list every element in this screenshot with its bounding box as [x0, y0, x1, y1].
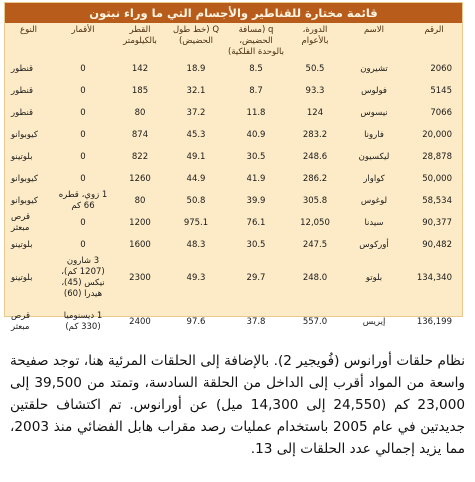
table-body	[3, 58, 462, 344]
header-perihelion-distance: q (مسافة الحضيض، بالوحدة الفلكية)	[227, 25, 284, 57]
cell-diameter: 185	[131, 85, 149, 96]
cell-perihelion-longitude: 45.3	[186, 129, 206, 140]
cell-type: قنطور	[11, 63, 34, 74]
cell-perihelion-longitude: 37.2	[186, 107, 206, 118]
table-header-row	[3, 23, 462, 58]
cell-period: 305.8	[302, 195, 328, 206]
cell-moons: 1 زوي، قطره 66 كم	[58, 190, 108, 211]
cell-number: 58,534	[422, 195, 452, 206]
table-row	[3, 234, 462, 256]
cell-perihelion-distance: 41.9	[246, 173, 266, 184]
table-row	[3, 146, 462, 168]
cell-diameter: 874	[131, 129, 149, 140]
cell-type: بلوتينو	[11, 272, 33, 283]
cell-perihelion-distance: 37.8	[246, 316, 266, 327]
cell-number: 7066	[430, 107, 452, 118]
cell-name: ليكسيون	[358, 151, 390, 162]
cell-moons: 3 شارون (1207 كم)، نيكس (45)، هيدرا (60)	[61, 256, 105, 299]
cell-number: 2060	[430, 63, 452, 74]
table-row	[3, 190, 462, 212]
cell-perihelion-longitude: 49.3	[186, 272, 206, 283]
cell-name: إيريس	[362, 316, 386, 327]
cell-number: 20,000	[422, 129, 452, 140]
table-row	[3, 58, 462, 80]
header-name: الاسم	[364, 25, 384, 35]
cell-perihelion-longitude: 49.1	[186, 151, 206, 162]
cell-perihelion-longitude: 48.3	[186, 239, 206, 250]
cell-number: 90,482	[422, 239, 452, 250]
cell-type: بلوتينو	[11, 151, 33, 162]
cell-diameter: 1260	[129, 173, 151, 184]
cell-type: قرص مبعثر	[11, 212, 31, 233]
cell-perihelion-distance: 30.5	[246, 151, 266, 162]
header-period: الدورة، بالأعوام	[301, 25, 329, 46]
header-diameter: القطر بالكيلومتر	[123, 25, 157, 46]
cell-moons: 1 ديسنوميا (330 كم)	[63, 311, 103, 332]
cell-number: 136,199	[416, 316, 452, 327]
table-title: قائمة مختارة للقناطير والأجسام التي ما وراء نبتون	[5, 3, 462, 23]
cell-diameter: 1200	[129, 217, 151, 228]
cell-name: كواوار	[363, 173, 385, 184]
table-row	[3, 212, 462, 234]
table-row	[3, 168, 462, 190]
cell-period: 93.3	[305, 85, 325, 96]
cell-perihelion-distance: 8.7	[249, 85, 263, 96]
cell-moons: 0	[80, 173, 86, 184]
tno-table	[3, 23, 462, 344]
cell-name: نيسوس	[360, 107, 388, 118]
cell-number: 5145	[430, 85, 452, 96]
cell-type: كيوبوانو	[11, 173, 38, 184]
cell-perihelion-distance: 40.9	[246, 129, 266, 140]
cell-moons: 0	[80, 217, 86, 228]
cell-name: تشيرون	[360, 63, 388, 74]
cell-name: فولوس	[361, 85, 387, 96]
cell-moons: 0	[80, 85, 86, 96]
cell-name: لوغوس	[360, 195, 388, 206]
cell-type: قنطور	[11, 85, 34, 96]
cell-perihelion-longitude: 975.1	[183, 217, 209, 228]
cell-type: كيوبوانو	[11, 195, 38, 206]
cell-number: 134,340	[416, 272, 452, 283]
cell-diameter: 80	[134, 107, 146, 118]
cell-name: سيدنا	[364, 217, 384, 228]
cell-perihelion-longitude: 97.6	[186, 316, 206, 327]
cell-period: 124	[306, 107, 324, 118]
cell-diameter: 822	[131, 151, 149, 162]
cell-name: فارونا	[364, 129, 384, 140]
cell-perihelion-longitude: 44.9	[186, 173, 206, 184]
table-row	[3, 102, 462, 124]
cell-moons: 0	[80, 129, 86, 140]
cell-perihelion-distance: 8.5	[249, 63, 263, 74]
cell-type: بلوتينو	[11, 239, 33, 250]
cell-moons: 0	[80, 63, 86, 74]
cell-diameter: 2300	[129, 272, 151, 283]
cell-type: قنطور	[11, 107, 34, 118]
cell-perihelion-distance: 39.9	[246, 195, 266, 206]
cell-name: أوركوس	[359, 239, 389, 250]
cell-number: 90,377	[422, 217, 452, 228]
cell-type: قرص مبعثر	[11, 311, 31, 332]
cell-perihelion-longitude: 32.1	[186, 85, 206, 96]
cell-diameter: 2400	[129, 316, 151, 327]
cell-period: 283.2	[302, 129, 328, 140]
cell-period: 50.5	[305, 63, 325, 74]
tno-table-panel	[4, 2, 463, 332]
cell-period: 248.6	[302, 151, 328, 162]
cell-moons: 0	[80, 239, 86, 250]
header-number: الرقم	[424, 25, 444, 35]
cell-name: بلوتو	[365, 272, 383, 283]
cell-perihelion-distance: 30.5	[246, 239, 266, 250]
table-row	[3, 300, 462, 344]
cell-diameter: 1600	[129, 239, 151, 250]
cell-perihelion-longitude: 50.8	[186, 195, 206, 206]
cell-diameter: 80	[134, 195, 146, 206]
cell-number: 28,878	[422, 151, 452, 162]
cell-perihelion-longitude: 18.9	[186, 63, 206, 74]
cell-diameter: 142	[131, 63, 149, 74]
cell-period: 12,050	[300, 217, 330, 228]
header-type: النوع	[20, 25, 37, 35]
header-perihelion-longitude: Q (خط طول الحضيض)	[172, 25, 220, 46]
cell-period: 557.0	[302, 316, 328, 327]
cell-moons: 0	[80, 107, 86, 118]
cell-perihelion-distance: 29.7	[246, 272, 266, 283]
table-row	[3, 256, 462, 300]
header-moons: الأقمار	[71, 25, 95, 35]
cell-perihelion-distance: 76.1	[246, 217, 266, 228]
table-row	[3, 80, 462, 102]
cell-perihelion-distance: 11.8	[246, 107, 266, 118]
cell-period: 286.2	[302, 173, 328, 184]
cell-moons: 0	[80, 151, 86, 162]
cell-period: 248.0	[302, 272, 328, 283]
cell-number: 50,000	[422, 173, 452, 184]
caption-paragraph: نظام حلقات أورانوس (فُويجير 2). بالإضافة إلى الحلقات المرئية هنا، توجد صفيحة واسعة من المواد أقرب إلى الداخل من الحلقة السادسة، وتمتد من 39,500 إلى 23,000 كم (24,550 إلى 14,300 ميل) عن أورانوس. تم اكتشاف حلقتين جديدتين في عام 2005 باستخدام عمليات رصد مقراب هابل الفضائي منذ 2003، مما يزيد إجمالي عدد الحلقات إلى 13.	[10, 352, 465, 458]
cell-type: كيوبوانو	[11, 129, 38, 140]
cell-period: 247.5	[302, 239, 328, 250]
table-row	[3, 124, 462, 146]
